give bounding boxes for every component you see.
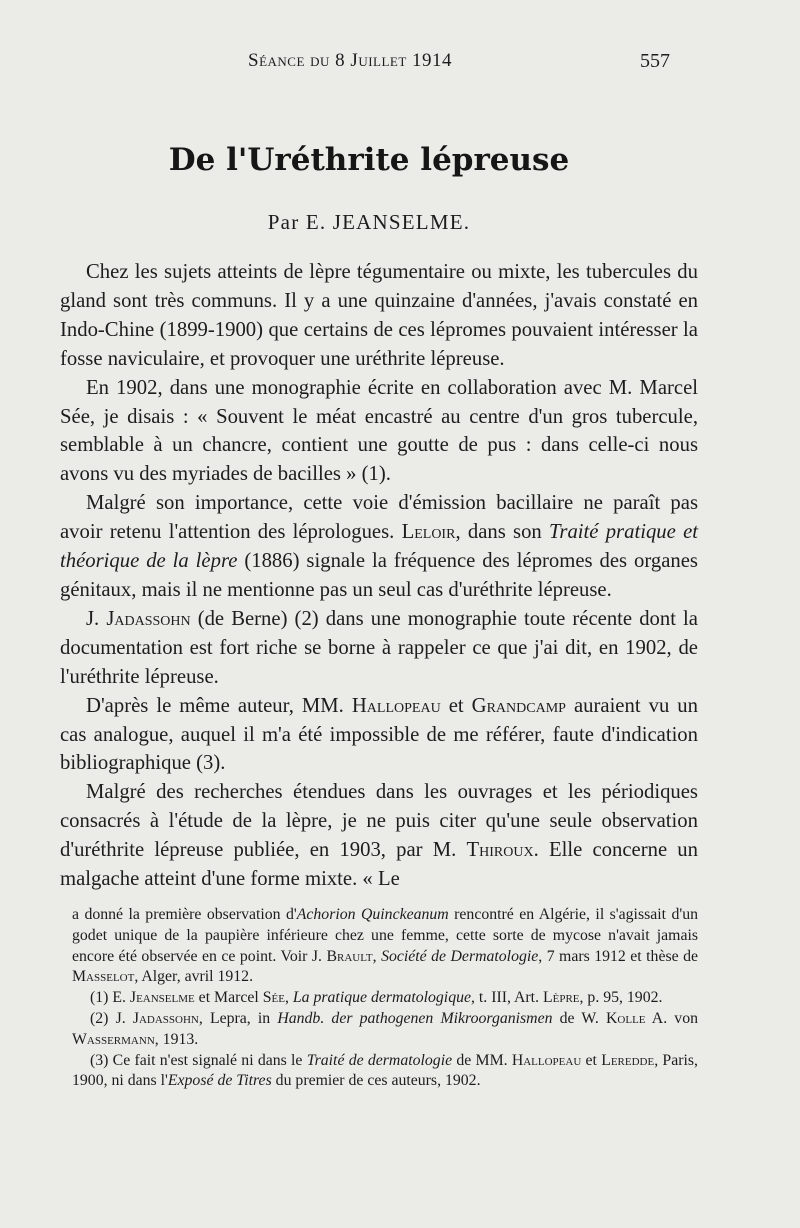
article-title: De l'Uréthrite lépreuse <box>168 142 570 178</box>
author-see: Sée <box>262 989 285 1007</box>
footnote-3-work-2: Exposé de Titres <box>167 1072 272 1090</box>
footnote-continued-text-a: a donné la première observation d' <box>72 906 297 923</box>
byline: Par E. JEANSELME. <box>267 210 471 234</box>
footnote-3-text-a: (3) Ce fait n'est signalé ni dans le <box>90 1051 307 1069</box>
paragraph-6 <box>60 778 698 894</box>
author-masselot: Masselot <box>72 968 135 986</box>
paragraph-5-text-b: et <box>440 694 472 717</box>
footnote-3-text-b: de MM. <box>452 1051 512 1069</box>
author-thiroux: Thiroux <box>466 839 534 862</box>
paragraph-4-text-a: J. <box>86 607 107 630</box>
species-name: Achorion Quinckeanum <box>296 906 449 923</box>
footnote-1-article: Lèpre <box>542 989 580 1007</box>
author-wassermann: Wassermann <box>72 1030 155 1048</box>
footnote-1-text-a: (1) E. <box>90 989 130 1007</box>
author-leredde: Leredde <box>601 1051 655 1069</box>
running-title: Séance du 8 Juillet 1914 <box>248 50 453 71</box>
paragraph-4 <box>60 605 698 692</box>
footnote-1-text-e: , p. 95, 1902. <box>579 989 663 1007</box>
cited-work-title: Traité pratique et théorique de la lèpre <box>60 521 698 573</box>
footnote-2-text-e: , 1913. <box>154 1030 199 1048</box>
author-jadassohn: Jadassohn <box>106 607 191 630</box>
footnote-1-text-d: , t. III, Art. <box>471 989 543 1007</box>
journal-title: Société de Dermatologie <box>381 947 539 965</box>
footnote-3-text-c: et <box>581 1051 602 1069</box>
footnote-3-work-1: Traité de dermatologie <box>306 1051 453 1069</box>
footnote-2-text-b: , Lepra, in <box>198 1009 278 1027</box>
footnote-continued-text-d: , 7 mars 1912 et thèse de <box>538 947 698 965</box>
footnote-3-text-e: du premier de ces auteurs, 1902. <box>271 1072 481 1090</box>
paragraph-4-text-b: (de Berne) (2) dans une monographie toute récente dont la documentation est fort riche se borne à rappeler ce que j'ai dit, en 1902, de l'uréthrite lépreuse. <box>60 607 698 688</box>
article-body <box>60 258 698 894</box>
footnote-1-text-c: , <box>284 989 293 1007</box>
author-hallopeau-fn: Hallopeau <box>511 1051 582 1069</box>
footnote-1-text-b: et Marcel <box>194 989 263 1007</box>
author-brault: Brault <box>326 947 373 965</box>
footnote-continued-text-e: , Alger, avril 1912. <box>134 968 254 986</box>
paragraph-3 <box>60 489 698 605</box>
footnote-1-work: La pratique dermatologique <box>292 989 472 1007</box>
author-kolle: Kolle <box>606 1009 646 1027</box>
paragraph-2: En 1902, dans une monographie écrite en collaboration avec M. Marcel Sée, je disais : « Souvent le méat encastré au centre d'un gros tubercule, semblable à un chancre, contient une goutte de pus : dans celle-ci nous avons vu des myriades de bacilles » (1). <box>60 376 698 486</box>
paragraph-3-text-b: , dans son <box>455 521 550 544</box>
paragraph-3-text-c: (1886) signale la fréquence des lépromes des organes génitaux, mais il ne mentionne pas un seul cas d'uréthrite lépreuse. <box>60 550 698 601</box>
author-hallopeau: Hallopeau <box>351 694 441 717</box>
paragraph-5-text-c: auraient vu un cas analogue, auquel il m'a été impossible de me référer, faute d'indication bibliographique (3). <box>60 694 698 775</box>
paragraph-5 <box>60 692 698 779</box>
footnote-continued <box>72 905 698 988</box>
footnotes <box>72 905 698 1092</box>
footnote-2-text-c: de W. <box>552 1009 606 1027</box>
running-head <box>0 50 800 76</box>
footnote-2-work: Handb. der pathogenen Mikroorganismen <box>277 1009 553 1027</box>
footnote-1 <box>72 988 698 1009</box>
author-leloir: Leloir <box>401 521 456 544</box>
paragraph-3-text-a: Malgré son importance, cette voie d'émission bacillaire ne paraît pas avoir retenu l'attention des léprologues. <box>60 492 698 544</box>
paragraph-5-text-a: D'après le même auteur, MM. <box>86 694 352 717</box>
paragraph-1: Chez les sujets atteints de lèpre tégumentaire ou mixte, les tubercules du gland sont très communs. Il y a une quinzaine d'années, j'avais constaté en Indo-Chine (1899-1900) que certains de ces lépromes pouvaient intéresser la fosse naviculaire, et provoquer une uréthrite lépreuse. <box>60 261 698 370</box>
footnote-continued-text-b: rencontré en Algérie, il s'agissait d'un godet unique de la paupière inférieure chez une femme, cette sorte de mycose n'avait jamais encore été observée en ce point. Voir J. <box>72 906 698 965</box>
paragraph-6-text-a: Malgré des recherches étendues dans les ouvrages et les périodiques consacrés à l'étude de la lèpre, je ne puis citer qu'une seule observation d'uréthrite lépreuse publiée, en 1903, par M. <box>60 781 698 862</box>
footnote-continued-text-c: , <box>372 947 382 965</box>
author-jeanselme: Jeanselme <box>129 989 195 1007</box>
author-jadassohn-fn: Jadassohn <box>132 1009 199 1027</box>
footnote-2-text-d: A. von <box>645 1009 698 1027</box>
footnote-2 <box>72 1009 698 1051</box>
footnote-2-text-a: (2) J. <box>90 1009 133 1027</box>
footnote-3 <box>72 1051 698 1093</box>
page-number: 557 <box>640 50 670 72</box>
author-grandcamp: Grandcamp <box>471 694 566 717</box>
footnote-3-text-d: , Paris, 1900, ni dans l' <box>72 1051 698 1090</box>
paragraph-6-text-b: . Elle concerne un malgache atteint d'une forme mixte. « Le <box>60 839 698 891</box>
